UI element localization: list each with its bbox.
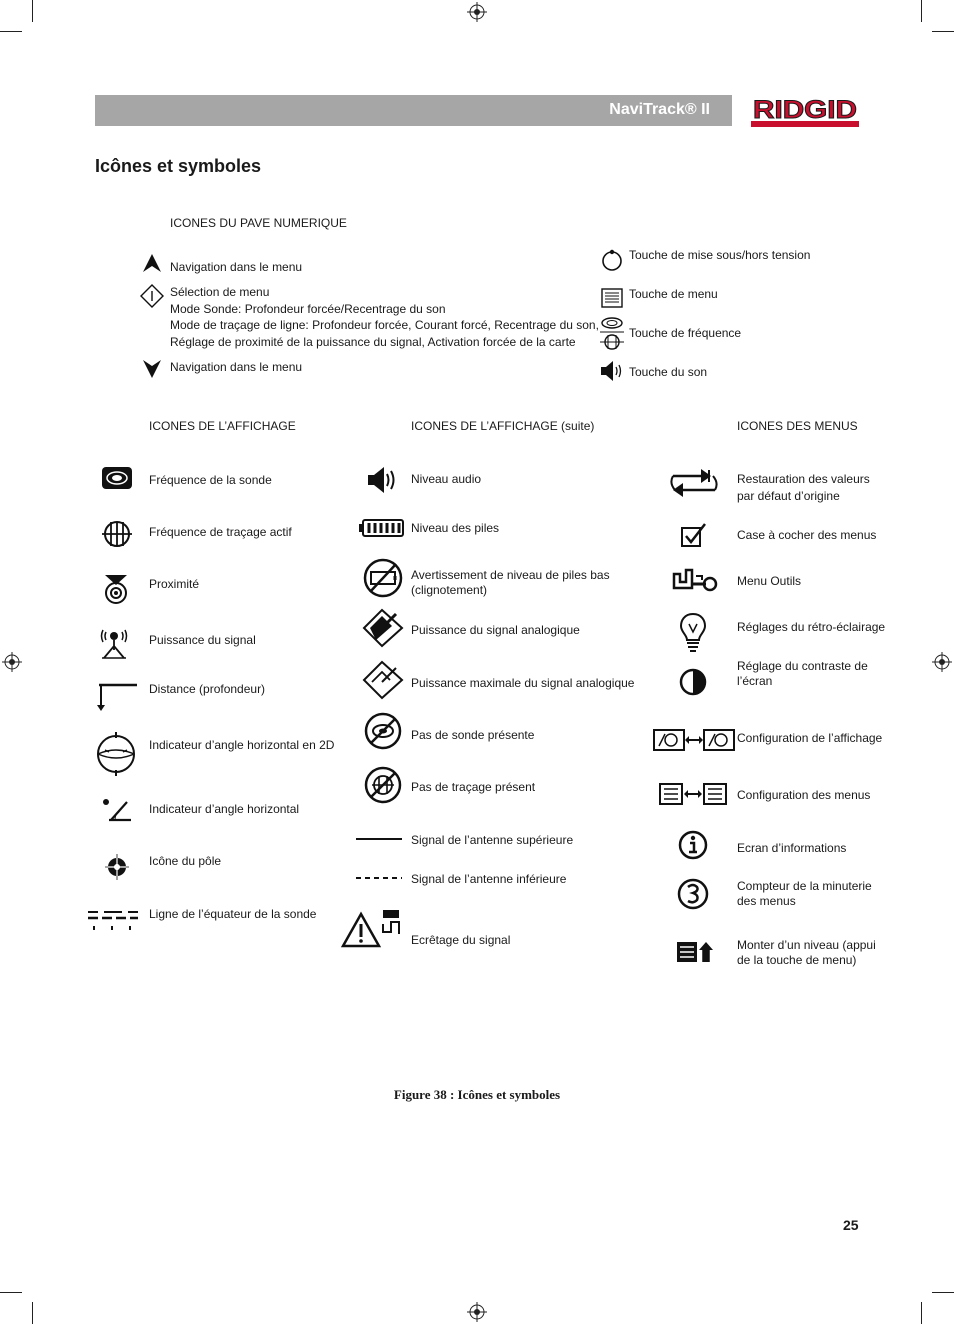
menus-heading: ICONES DES MENUS bbox=[737, 419, 858, 433]
menu-key-icon bbox=[601, 288, 623, 308]
display-label-angle-2d: Indicateur d’angle horizontal en 2D bbox=[149, 738, 335, 752]
display-cont-label-clipping-line1: Ecrêtage du signal bbox=[411, 933, 511, 947]
registration-mark-icon bbox=[467, 2, 487, 22]
keypad-label-nav-down: Navigation dans le menu bbox=[170, 360, 303, 374]
keypad-heading: ICONES DU PAVE NUMERIQUE bbox=[170, 216, 347, 230]
keypad-label-power: Touche de mise sous/hors tension bbox=[629, 248, 811, 262]
display-cont-label-lower-antenna-line1: Signal de l’antenne inférieure bbox=[411, 872, 567, 886]
display-cont-label-low-battery-line1: Avertissement de niveau de piles bas bbox=[411, 568, 610, 582]
pole-icon bbox=[103, 852, 131, 882]
menus-label-checkbox-line1: Case à cocher des menus bbox=[737, 528, 877, 542]
checkbox-icon bbox=[680, 522, 708, 548]
display-cont-label-no-trace-line1: Pas de traçage présent bbox=[411, 780, 536, 794]
lower-antenna-dashed-icon bbox=[356, 873, 402, 883]
registration-mark-icon bbox=[467, 1302, 487, 1322]
analog-signal-icon bbox=[362, 608, 404, 648]
horizontal-angle-icon bbox=[101, 796, 133, 824]
keypad-label-select-line2: Mode Sonde: Profondeur forcée/Recentrage du son bbox=[170, 302, 446, 316]
display-cont-label-audio-line1: Niveau audio bbox=[411, 472, 482, 486]
menus-label-display-config-line1: Configuration de l’affichage bbox=[737, 731, 883, 745]
power-icon bbox=[600, 248, 624, 272]
frequency-key-icon bbox=[599, 316, 625, 350]
level-up-icon bbox=[675, 940, 713, 964]
signal-strength-icon bbox=[100, 628, 128, 660]
sonde-frequency-icon bbox=[101, 465, 133, 491]
menus-label-reset-line1: Restauration des valeurs bbox=[737, 472, 870, 486]
display-label-depth: Distance (profondeur) bbox=[149, 682, 266, 696]
analog-max-signal-icon bbox=[362, 660, 404, 700]
sound-key-icon bbox=[599, 360, 625, 382]
upper-antenna-line-icon bbox=[356, 834, 402, 844]
menus-label-backlight-line1: Réglages du rétro-éclairage bbox=[737, 620, 886, 634]
info-icon bbox=[678, 829, 708, 861]
menus-label-menu-config-line1: Configuration des menus bbox=[737, 788, 871, 802]
display-heading: ICONES DE L’AFFICHAGE bbox=[149, 419, 296, 433]
registration-mark-icon bbox=[2, 652, 22, 672]
display-label-signal-strength: Puissance du signal bbox=[149, 633, 256, 647]
no-sonde-icon bbox=[364, 712, 402, 750]
page-number: 25 bbox=[843, 1217, 859, 1233]
factory-reset-icon bbox=[669, 466, 719, 500]
display-config-icon bbox=[653, 728, 735, 752]
display-label-sonde-frequency: Fréquence de la sonde bbox=[149, 473, 272, 487]
keypad-label-select-line4: Réglage de proximité de la puissance du signal, Activation forcée de la carte bbox=[170, 335, 576, 349]
menus-label-timer-line2: des menus bbox=[737, 894, 796, 908]
contrast-icon bbox=[678, 667, 708, 697]
arrow-up-icon bbox=[142, 253, 162, 273]
depth-distance-icon bbox=[95, 683, 139, 713]
arrow-down-icon bbox=[142, 359, 162, 379]
svg-text:RIDGID: RIDGID bbox=[753, 96, 857, 124]
backlight-bulb-icon bbox=[679, 612, 707, 654]
display-cont-heading: ICONES DE L’AFFICHAGE (suite) bbox=[411, 419, 595, 433]
display-label-trace-frequency: Fréquence de traçage actif bbox=[149, 525, 292, 539]
audio-level-icon bbox=[366, 465, 400, 495]
no-trace-icon bbox=[364, 766, 402, 804]
select-diamond-icon bbox=[140, 284, 164, 308]
registration-mark-icon bbox=[932, 652, 952, 672]
keypad-label-nav-up: Navigation dans le menu bbox=[170, 260, 303, 274]
display-cont-label-analog-line1: Puissance du signal analogique bbox=[411, 623, 580, 637]
section-title: Icônes et symboles bbox=[95, 156, 262, 176]
menus-label-level-up-line2: de la touche de menu) bbox=[737, 953, 857, 967]
display-cont-label-no-sonde-line1: Pas de sonde présente bbox=[411, 728, 535, 742]
display-cont-label-battery-line1: Niveau des piles bbox=[411, 521, 500, 535]
menu-config-icon bbox=[659, 782, 727, 806]
keypad-label-sound: Touche du son bbox=[629, 365, 708, 379]
tools-icon bbox=[672, 566, 718, 594]
display-label-horizontal-angle: Indicateur d’angle horizontal bbox=[149, 802, 300, 816]
display-label-proximity: Proximité bbox=[149, 577, 200, 591]
display-cont-label-low-battery-line2: (clignotement) bbox=[411, 583, 488, 597]
angle-2d-icon bbox=[95, 730, 137, 778]
header-bar bbox=[95, 95, 732, 126]
figure-caption: Figure 38 : Icônes et symboles bbox=[393, 1087, 561, 1102]
equator-line-icon bbox=[86, 906, 140, 932]
keypad-label-select-line1: Sélection de menu bbox=[170, 285, 270, 299]
ridgid-logo bbox=[751, 95, 859, 129]
keypad-label-frequency: Touche de fréquence bbox=[629, 326, 742, 340]
signal-clipping-icon bbox=[341, 908, 403, 950]
proximity-icon bbox=[99, 573, 133, 605]
display-cont-label-analog-max-line1: Puissance maximale du signal analogique bbox=[411, 676, 635, 690]
menus-label-level-up-line1: Monter d’un niveau (appui bbox=[737, 938, 876, 952]
timer-counter-icon bbox=[677, 877, 709, 911]
display-label-equator: Ligne de l’équateur de la sonde bbox=[149, 907, 317, 921]
line-trace-frequency-icon bbox=[101, 520, 133, 548]
keypad-label-menu: Touche de menu bbox=[629, 287, 718, 301]
product-title: NaviTrack® II bbox=[609, 101, 710, 118]
low-battery-warning-icon bbox=[362, 558, 404, 598]
menus-label-timer-line1: Compteur de la minuterie bbox=[737, 879, 872, 893]
menus-label-info-line1: Ecran d’informations bbox=[737, 841, 847, 855]
menus-label-contrast-line1: Réglage du contraste de bbox=[737, 659, 868, 673]
menus-label-reset-line2: par défaut d’origine bbox=[737, 489, 840, 503]
menus-label-contrast-line2: l’écran bbox=[737, 674, 773, 688]
menus-label-tools-line1: Menu Outils bbox=[737, 574, 802, 588]
keypad-label-select-line3: Mode de traçage de ligne: Profondeur forcée, Courant forcé, Recentrage du son, bbox=[170, 318, 599, 332]
battery-level-icon bbox=[359, 518, 405, 538]
display-label-pole: Icône du pôle bbox=[149, 854, 222, 868]
display-cont-label-upper-antenna-line1: Signal de l’antenne supérieure bbox=[411, 833, 574, 847]
